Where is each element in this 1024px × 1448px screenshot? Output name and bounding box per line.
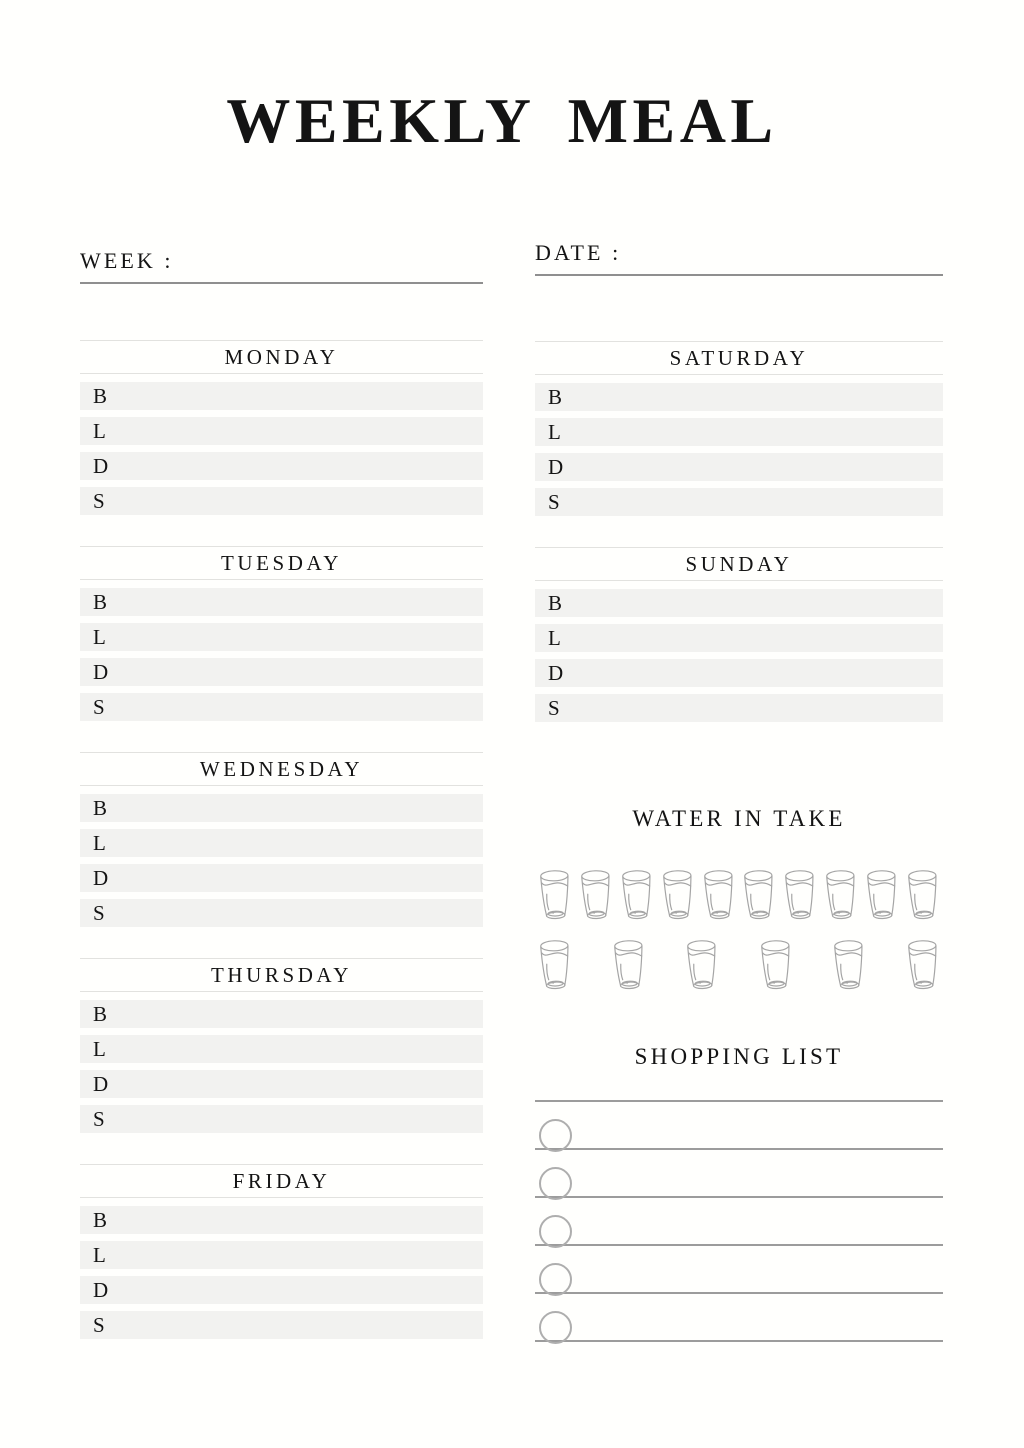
shopping-checkbox-circle[interactable]: [539, 1215, 572, 1248]
water-glass-icon[interactable]: [755, 937, 797, 992]
meal-code: B: [548, 384, 563, 409]
shopping-checkbox-circle[interactable]: [539, 1119, 572, 1152]
water-glass-icon[interactable]: [698, 867, 740, 922]
meal-row-l[interactable]: [80, 1241, 483, 1269]
week-field: [80, 246, 483, 284]
meal-code: B: [93, 589, 108, 614]
water-glass-icon[interactable]: [779, 867, 821, 922]
meal-row-d[interactable]: [80, 864, 483, 892]
day-header: [535, 547, 943, 581]
day-section-tuesday: [80, 546, 483, 721]
meal-code: D: [93, 659, 109, 684]
meal-code: D: [93, 1277, 109, 1302]
day-title: MONDAY: [224, 345, 339, 369]
water-glass-icon[interactable]: [681, 937, 723, 992]
date-field: [535, 238, 943, 276]
left-column: [80, 0, 483, 1339]
meal-code: L: [548, 625, 561, 650]
shopping-item-row[interactable]: [535, 1294, 943, 1342]
meal-row-b[interactable]: [80, 382, 483, 410]
water-glass-icon[interactable]: [902, 867, 944, 922]
day-title: TUESDAY: [220, 551, 343, 575]
meal-code: D: [93, 865, 109, 890]
water-glass-icon[interactable]: [575, 867, 617, 922]
meal-code: L: [93, 418, 106, 443]
meal-row-b[interactable]: [80, 794, 483, 822]
meal-code: D: [93, 453, 109, 478]
meal-code: L: [93, 1036, 106, 1061]
meal-row-d[interactable]: [80, 1070, 483, 1098]
shopping-checkbox-circle[interactable]: [539, 1311, 572, 1344]
day-section-monday: [80, 340, 483, 515]
date-label: DATE :: [535, 240, 622, 265]
day-header: [80, 752, 483, 786]
weekday-sections: [80, 340, 483, 1339]
meal-row-b[interactable]: [535, 589, 943, 617]
meal-row-l[interactable]: [80, 623, 483, 651]
shopping-checkbox-circle[interactable]: [539, 1263, 572, 1296]
water-glass-icon[interactable]: [820, 867, 862, 922]
water-glass-icon[interactable]: [861, 867, 903, 922]
day-title: WEDNESDAY: [199, 757, 364, 781]
week-label: WEEK :: [80, 248, 174, 273]
meal-row-b[interactable]: [535, 383, 943, 411]
meal-code: B: [93, 795, 108, 820]
day-title: SATURDAY: [669, 346, 809, 370]
date-input-line[interactable]: [535, 274, 943, 276]
meal-row-s[interactable]: [80, 899, 483, 927]
meal-row-s[interactable]: [80, 1105, 483, 1133]
meal-row-l[interactable]: [80, 417, 483, 445]
day-header: [535, 341, 943, 375]
day-title: FRIDAY: [232, 1169, 331, 1193]
meal-row-s[interactable]: [80, 1311, 483, 1339]
meal-code: S: [93, 900, 105, 925]
meal-row-l[interactable]: [535, 624, 943, 652]
meal-code: L: [548, 419, 561, 444]
water-glass-grid: [535, 868, 943, 992]
day-section-sunday: [535, 547, 943, 722]
page-title: WEEKLY MEAL: [226, 85, 778, 156]
meal-code: B: [93, 383, 108, 408]
meal-code: B: [93, 1207, 108, 1232]
water-glass-icon[interactable]: [616, 867, 658, 922]
week-input-line[interactable]: [80, 282, 483, 284]
day-header: [80, 1164, 483, 1198]
meal-code: B: [548, 590, 563, 615]
water-intake-title: WATER IN TAKE: [632, 806, 846, 831]
day-title: SUNDAY: [685, 552, 793, 576]
shopping-item-row[interactable]: [535, 1150, 943, 1198]
meal-code: D: [93, 1071, 109, 1096]
water-glass-icon[interactable]: [608, 937, 650, 992]
meal-code: S: [93, 1106, 105, 1131]
meal-code: D: [548, 660, 564, 685]
meal-row-d[interactable]: [535, 453, 943, 481]
day-header: [80, 340, 483, 374]
water-glass-icon[interactable]: [828, 937, 870, 992]
shopping-item-row[interactable]: [535, 1246, 943, 1294]
meal-row-s[interactable]: [535, 694, 943, 722]
day-title: THURSDAY: [211, 963, 352, 987]
meal-code: B: [93, 1001, 108, 1026]
day-section-thursday: [80, 958, 483, 1133]
meal-code: L: [93, 830, 106, 855]
meal-code: S: [548, 695, 560, 720]
meal-row-b[interactable]: [80, 1000, 483, 1028]
meal-row-b[interactable]: [80, 588, 483, 616]
shopping-item-row[interactable]: [535, 1198, 943, 1246]
water-glass-icon[interactable]: [738, 867, 780, 922]
water-glass-icon[interactable]: [902, 937, 944, 992]
water-glass-icon[interactable]: [534, 867, 576, 922]
meal-code: S: [548, 489, 560, 514]
meal-code: D: [548, 454, 564, 479]
shopping-item-row[interactable]: [535, 1102, 943, 1150]
meal-row-b[interactable]: [80, 1206, 483, 1234]
day-header: [80, 546, 483, 580]
meal-row-l[interactable]: [535, 418, 943, 446]
meal-code: L: [93, 1242, 106, 1267]
meal-row-d[interactable]: [80, 1276, 483, 1304]
meal-row-l[interactable]: [80, 1035, 483, 1063]
meal-row-d[interactable]: [80, 658, 483, 686]
meal-row-s[interactable]: [535, 488, 943, 516]
weekend-sections: [535, 341, 943, 722]
water-glass-icon[interactable]: [534, 937, 576, 992]
meal-row-l[interactable]: [80, 829, 483, 857]
meal-code: S: [93, 1312, 105, 1337]
day-section-friday: [80, 1164, 483, 1339]
meal-row-d[interactable]: [535, 659, 943, 687]
day-header: [80, 958, 483, 992]
meal-row-s[interactable]: [80, 693, 483, 721]
day-section-wednesday: [80, 752, 483, 927]
shopping-checkbox-circle[interactable]: [539, 1167, 572, 1200]
water-glass-icon[interactable]: [657, 867, 699, 922]
meal-code: S: [93, 488, 105, 513]
right-column: [535, 0, 943, 1342]
meal-row-s[interactable]: [80, 487, 483, 515]
meal-code: L: [93, 624, 106, 649]
meal-code: S: [93, 694, 105, 719]
meal-row-d[interactable]: [80, 452, 483, 480]
shopping-list-title: SHOPPING LIST: [634, 1044, 844, 1069]
shopping-list: [535, 1100, 943, 1342]
day-section-saturday: [535, 341, 943, 516]
